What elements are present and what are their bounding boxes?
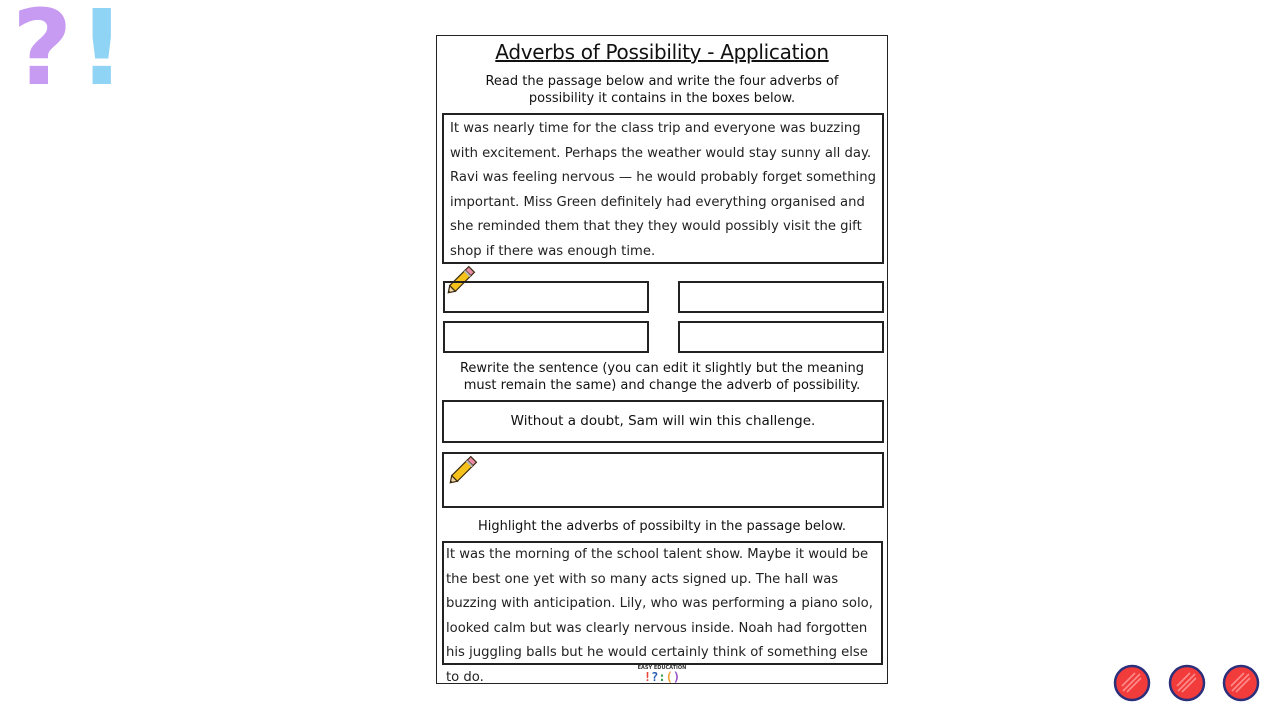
nav-button-1[interactable] [1113,664,1151,702]
answer-box-1[interactable] [443,281,649,313]
instruction-highlight: Highlight the adverbs of possibilty in the passage below. [477,519,847,534]
instruction-find-adverbs: Read the passage below and write the four adverbs of possibility it contains in the boxes below. [485,74,839,106]
passage-two[interactable]: It was the morning of the school talent show. Maybe it would be the best one yet with so many acts signed up. The hall was buzzing with anticipation. Lily, who was performing a piano solo, looked calm but was clearly nervous inside. Noah had forgotten his juggling balls but he would certainly think of something else to do. [442,541,883,665]
exclamation-mark-decoration: ! [78,0,126,109]
answer-box-4[interactable] [678,321,884,353]
easy-education-logo-text: EASY EDUCATION [637,665,687,671]
question-mark-decoration: ? [12,0,73,109]
worksheet-title: Adverbs of Possibility - Application [495,40,829,64]
easy-education-logo: !?:() [643,670,681,684]
rewrite-answer-box[interactable] [442,452,884,508]
passage-one: It was nearly time for the class trip and everyone was buzzing with excitement. Perhaps the weather would stay sunny all day. Ravi was feeling nervous — he would probably forget something important. Miss Green definitely had everything organised and she reminded them that they they would possibly visit the gift shop if there was enough time. [442,113,884,264]
instruction-rewrite: Rewrite the sentence (you can edit it slightly but the meaning must remain the same) and change the adverb of possibility. [459,361,865,393]
nav-button-2[interactable] [1168,664,1206,702]
worksheet-page [436,35,888,684]
answer-box-3[interactable] [443,321,649,353]
nav-button-3[interactable] [1222,664,1260,702]
sentence-box: Without a doubt, Sam will win this challenge. [442,400,884,443]
answer-box-2[interactable] [678,281,884,313]
